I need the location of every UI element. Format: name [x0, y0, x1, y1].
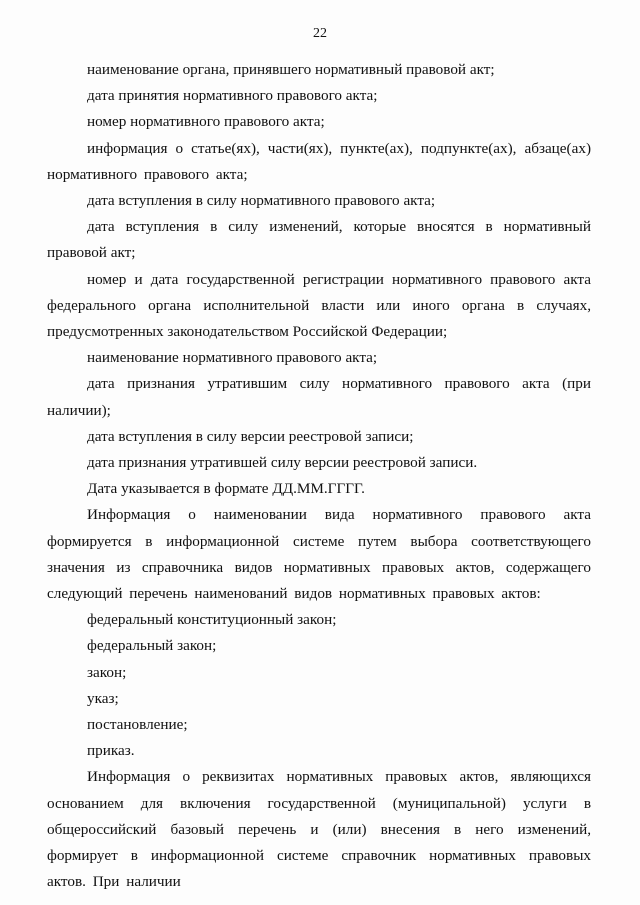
paragraph-act-details-info: Информация о реквизитах нормативных правовых актов, являющихся основанием для включения государственной (муниципальной) услуги в общероссийский базовый перечень и (или) внесения в него изменений, формирует в информационной системе справочник нормативных правовых актов. При наличии: [47, 768, 591, 891]
paragraph-record-version-repeal-date: дата признания утратившей силу версии реестровой записи.: [87, 454, 478, 472]
paragraph-act-type-info: Информация о наименовании вида нормативного правового акта формируется в информационной системе путем выбора соответствующего значения из справочника видов нормативных правовых актов, содержащего следующий перечень наименований видов нормативных правовых актов:: [47, 506, 591, 603]
list-item-law: закон;: [87, 663, 127, 681]
paragraph-amendments-effective-date: дата вступления в силу изменений, которые вносятся в нормативный правовой акт;: [47, 218, 591, 262]
paragraph-act-number: номер нормативного правового акта;: [87, 113, 325, 131]
paragraph-date-format: Дата указывается в формате ДД.ММ.ГГГГ.: [87, 480, 365, 498]
paragraph-repeal-date: дата признания утратившим силу нормативного правового акта (при наличии);: [47, 375, 591, 419]
list-item-federal-law: федеральный закон;: [87, 637, 217, 655]
paragraph-adoption-date: дата принятия нормативного правового акта;: [87, 87, 378, 105]
paragraph-authority-name: наименование органа, принявшего нормативный правовой акт;: [87, 61, 495, 78]
document-body: [47, 57, 591, 896]
paragraph-registration-info: номер и дата государственной регистрации нормативного правового акта федерального органа исполнительной власти или иного органа в случаях, предусмотренных законодательством Российской Федерации;: [47, 270, 591, 341]
list-item-order: приказ.: [87, 742, 135, 760]
list-item-federal-constitutional-law: федеральный конституционный закон;: [87, 611, 337, 629]
paragraph-article-info: информация о статье(ях), части(ях), пункте(ах), подпункте(ах), абзаце(ах) нормативного правового акта;: [47, 139, 591, 183]
page-number: 22: [313, 26, 327, 41]
paragraph-act-name: наименование нормативного правового акта;: [87, 349, 378, 367]
paragraph-record-version-effective-date: дата вступления в силу версии реестровой записи;: [87, 427, 414, 445]
list-item-resolution: постановление;: [87, 716, 188, 734]
paragraph-effective-date: дата вступления в силу нормативного правового акта;: [87, 192, 436, 210]
list-item-decree: указ;: [87, 689, 119, 707]
